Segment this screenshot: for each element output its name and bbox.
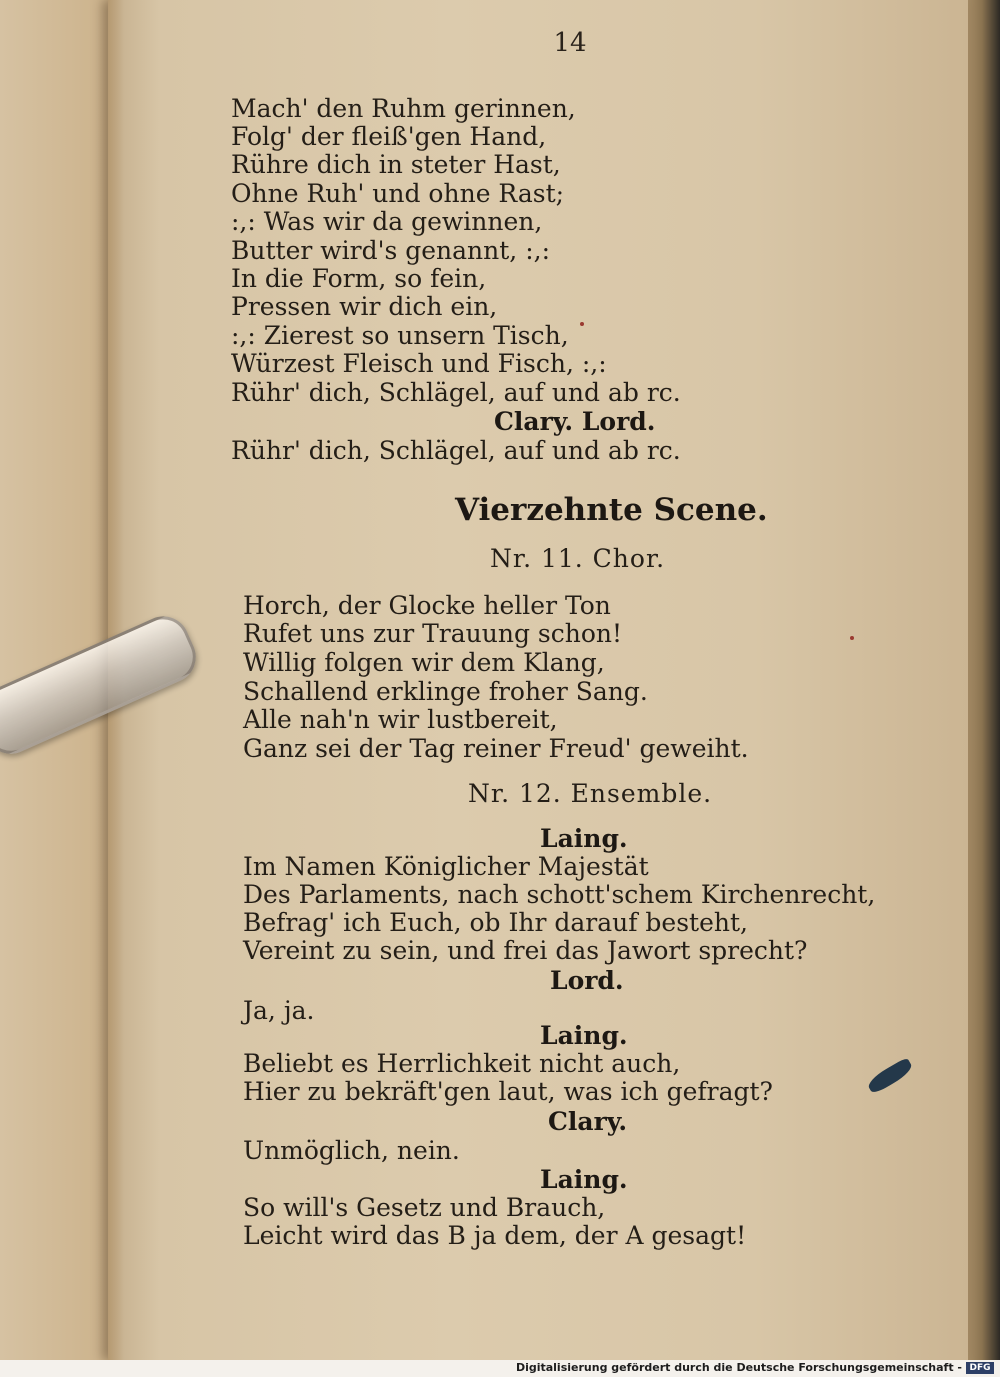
dialogue-line: Des Parlaments, nach schott'schem Kirchenrecht, [243, 880, 876, 909]
speaker-laing: Laing. [540, 824, 628, 853]
dialogue-line: Ja, ja. [243, 996, 315, 1025]
song-line: :,: Zierest so unsern Tisch, [231, 321, 569, 350]
song-line: Rühr' dich, Schlägel, auf und ab rc. [231, 378, 681, 407]
speaker-names: Clary. Lord. [494, 407, 656, 436]
dialogue-line: Beliebt es Herrlichkeit nicht auch, [243, 1049, 681, 1078]
song-line: In die Form, so fein, [231, 264, 487, 293]
dialogue-line: Unmöglich, nein. [243, 1136, 460, 1165]
dialogue-line: Hier zu bekräft'gen laut, was ich gefragt? [243, 1077, 773, 1106]
speaker-laing: Laing. [540, 1165, 628, 1194]
song-line: Ohne Ruh' und ohne Rast; [231, 179, 565, 208]
chorus-line: Schallend erklinge froher Sang. [243, 677, 648, 706]
dialogue-line: Befrag' ich Euch, ob Ihr darauf besteht, [243, 908, 748, 937]
dialogue-line: Vereint zu sein, und frei das Jawort sprecht? [243, 936, 808, 965]
song-line: Butter wird's genannt, :,: [231, 236, 550, 265]
chorus-line: Willig folgen wir dem Klang, [243, 648, 605, 677]
page-number: 14 [553, 28, 587, 58]
dialogue-line: Leicht wird das B ja dem, der A gesagt! [243, 1221, 747, 1250]
chorus-line: Horch, der Glocke heller Ton [243, 591, 611, 620]
ink-speck [850, 636, 854, 640]
scene-title: Vierzehnte Scene. [455, 492, 768, 528]
dialogue-line: So will's Gesetz und Brauch, [243, 1193, 606, 1222]
song-line: Rühre dich in steter Hast, [231, 150, 561, 179]
speaker-lord: Lord. [550, 966, 624, 995]
song-line: :,: Was wir da gewinnen, [231, 207, 543, 236]
chorus-line: Ganz sei der Tag reiner Freud' geweiht. [243, 734, 749, 763]
chorus-line: Rufet uns zur Trauung schon! [243, 619, 623, 648]
number-heading: Nr. 11. Chor. [490, 544, 666, 573]
number-heading: Nr. 12. Ensemble. [468, 779, 713, 808]
credit-text: Digitalisierung gefördert durch die Deutsche Forschungsgemeinschaft - [515, 1361, 962, 1374]
song-line: Folg' der fleiß'gen Hand, [231, 122, 547, 151]
ink-speck [580, 322, 584, 326]
song-line: Pressen wir dich ein, [231, 292, 498, 321]
song-line: Mach' den Ruhm gerinnen, [231, 94, 576, 123]
credit-bar [0, 1360, 1000, 1377]
refrain-line: Rühr' dich, Schlägel, auf und ab rc. [231, 436, 681, 465]
speaker-laing: Laing. [540, 1021, 628, 1050]
dfg-logo-icon: DFG [966, 1362, 994, 1374]
chorus-line: Alle nah'n wir lustbereit, [243, 705, 558, 734]
speaker-clary: Clary. [548, 1107, 628, 1136]
song-line: Würzest Fleisch und Fisch, :,: [231, 349, 607, 378]
dialogue-line: Im Namen Königlicher Majestät [243, 852, 649, 881]
